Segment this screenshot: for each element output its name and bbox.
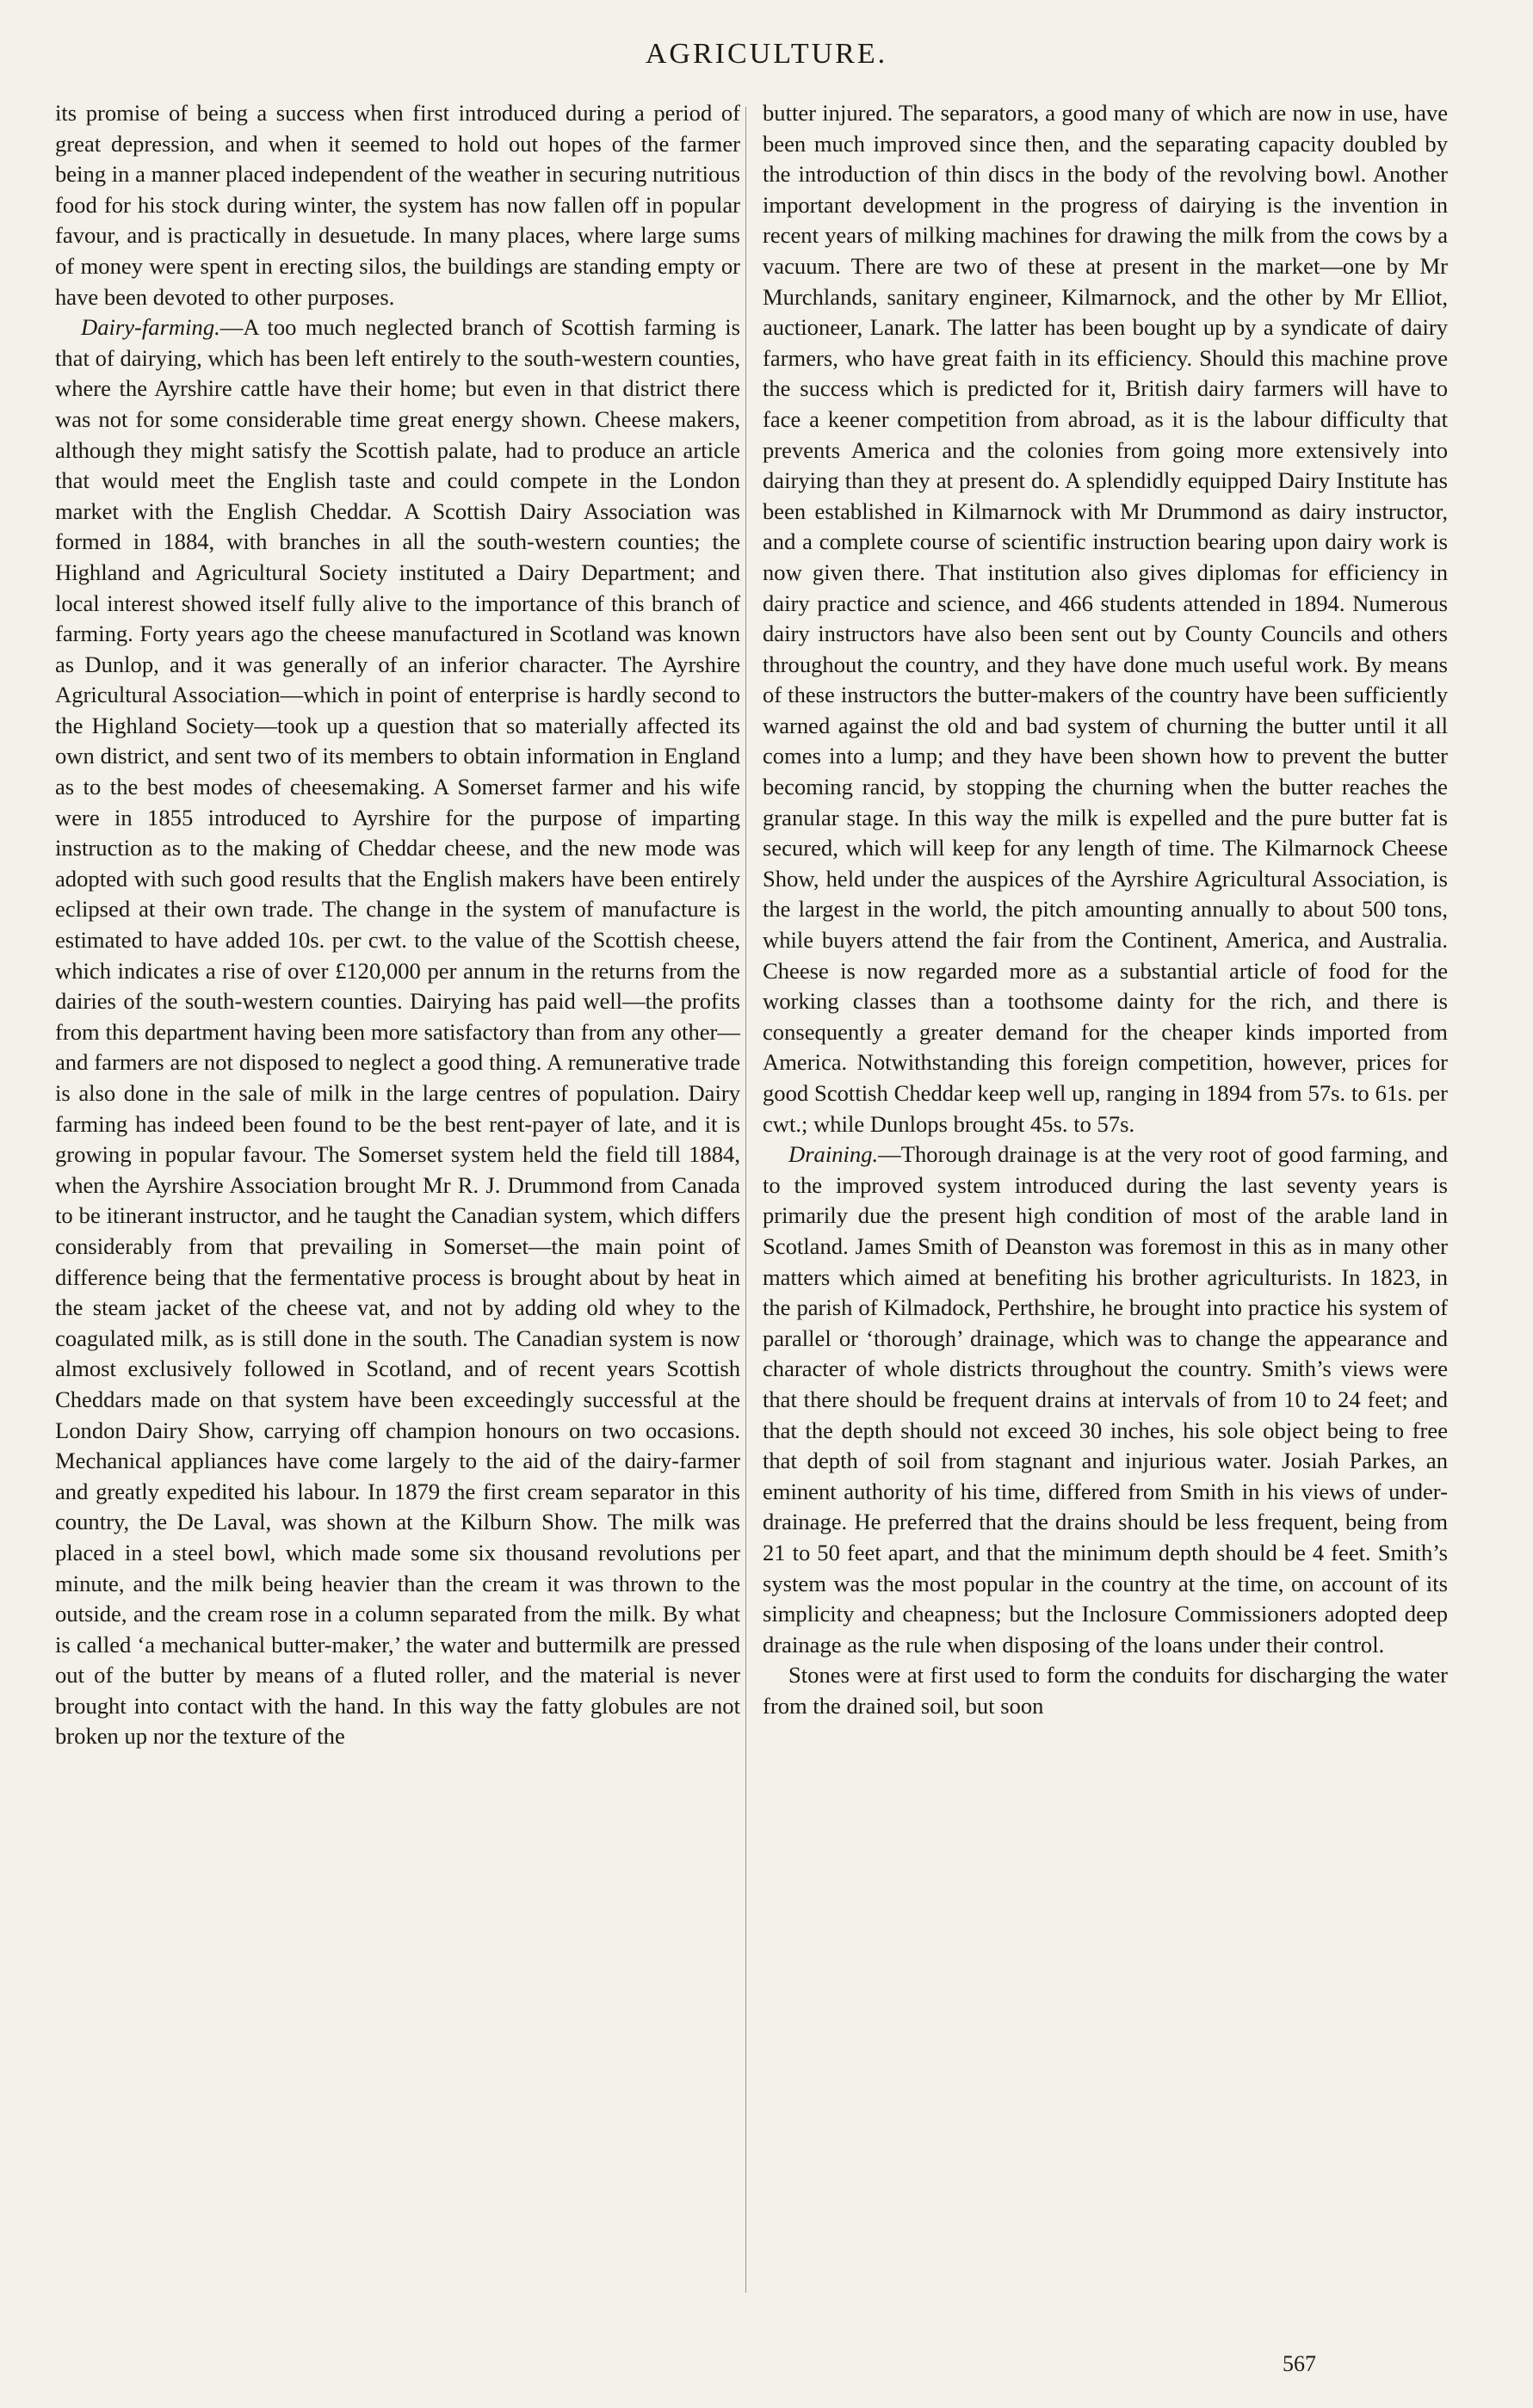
paragraph-dairy-continued: butter injured. The separators, a good many of which are now in use, have been much improved since then, and the separating capacity doubled by the introduction of thin discs in the body of the revolving bowl. Another important development in the progress of dairying is the invention in recent years of milking machines for drawing the milk from the cows by a vacuum. There are two of these at present in the market—one by Mr Murchlands, sanitary engineer, Kilmarnock, and the other by Mr Elliot, auctioneer, Lanark. The latter has been bought up by a syndicate of dairy farmers, who have great faith in its efficiency. Should this machine prove the success which is predicted for it, British dairy farmers will have to face a keener competition from abroad, as it is the labour difficulty that prevents America and the colonies from going more extensively into dairying than they at present do. A splendidly equipped Dairy Institute has been established in Kilmarnock with Mr Drummond as dairy instructor, and a complete course of scientific instruction bearing upon dairy work is now given there. That institution also gives diplomas for efficiency in dairy practice and science, and 466 students attended in 1894. Numerous dairy instructors have also been sent out by County Councils and others throughout the country, and they have done much useful work. By means of these instructors the butter-makers of the country have been sufficiently warned against the old and bad system of churning the butter until it all comes into a lump; and they have been shown how to prevent the butter becoming rancid, by stopping the churning when the butter reaches the granular stage. In this way the milk is expelled and the pure butter fat is secured, which will keep for any length of time. The Kilmarnock Cheese Show, held under the auspices of the Ayrshire Agricultural Association, is the largest in the world, the pitch amounting annually to about 500 tons, while buyers attend the fair from the Continent, America, and Australia. Cheese is now regarded more as a substantial article of food for the working classes than a toothsome dainty for the rich, and there is consequently a greater demand for the cheaper kinds imported from America. Notwithstanding this foreign competition, however, prices for good Scottish Cheddar keep well up, ranging in 1894 from 57s. to 61s. per cwt.; while Dunlops brought 45s. to 57s. (763, 100, 1448, 1137)
left-column (55, 98, 740, 2310)
paragraph-silage-end: its promise of being a success when first introduced during a period of great depression, and when it seemed to hold out hopes of the farmer being in a manner placed independent of the weather in securing nutritious food for his stock during winter, the system has now fallen off in popular favour, and is practically in desuetude. In many places, where large sums of money were spent in erecting silos, the buildings are standing empty or have been devoted to other purposes. (55, 100, 740, 310)
section-heading-draining: Draining. (788, 1141, 879, 1168)
right-column (763, 98, 1448, 2310)
paragraph-stones: Stones were at first used to form the conduits for discharging the water from the drained soil, but soon (763, 1662, 1448, 1719)
column-rule (745, 107, 746, 2293)
paragraph-dairy-farming-text: —A too much neglected branch of Scottish farming is that of dairying, which has been left entirely to the south-western counties, where the Ayrshire cattle have their home; but even in that district there was not for some considerable time great energy shown. Cheese makers, although they might satisfy the Scottish palate, had to produce an article that would meet the English taste and could compete in the London market with the English Cheddar. A Scottish Dairy Association was formed in 1884, with branches in all the south-western counties; the Highland and Agricultural Society instituted a Dairy Department; and local interest showed itself fully alive to the importance of this branch of farming. Forty years ago the cheese manufactured in Scotland was known as Dunlop, and it was generally of an inferior character. The Ayrshire Agricultural Association—which in point of enterprise is hardly second to the Highland Society—took up a question that so materially affected its own district, and sent two of its members to obtain information in England as to the best modes of cheesemaking. A Somerset farmer and his wife were in 1855 introduced to Ayrshire for the purpose of imparting instruction as to the making of Cheddar cheese, and the new mode was adopted with such good results that the English makers have been entirely eclipsed at their own trade. The change in the system of manufacture is estimated to have added 10s. per cwt. to the value of the Scottish cheese, which indicates a rise of over £120,000 per annum in the returns from the dairies of the south-western counties. Dairying has paid well—the profits from this department having been more satisfactory than from any other—and farmers are not disposed to neglect a good thing. A remunerative trade is also done in the sale of milk in the large centres of population. Dairy farming has indeed been found to be the best rent-payer of late, and it is growing in popular favour. The Somerset system held the field till 1884, when the Ayrshire Association brought Mr R. J. Drummond from Canada to be itinerant instructor, and he taught the Canadian system, which differs considerably from that prevailing in Somerset—the main point of difference being that the fermentative process is brought about by heat in the steam jacket of the cheese vat, and not by adding old whey to the coagulated milk, as is still done in the south. The Canadian system is now almost exclusively followed in Scotland, and of recent years Scottish Cheddars made on that system have been exceedingly successful at the London Dairy Show, carrying off champion honours on two occasions. Mechanical appliances have come largely to the aid of the dairy-farmer and greatly expedited his labour. In 1879 the first cream separator in this country, the De Laval, was shown at the Kilburn Show. The milk was placed in a steel bowl, which made some six thousand revolutions per minute, and the milk being heavier than the cream it was thrown to the outside, and the cream rose in a column separated from the milk. By what is called ‘a mechanical butter-maker,’ the water and buttermilk are pressed out of the butter by means of a fluted roller, and the material is never brought into contact with the hand. In this way the fatty globules are not broken up nor the texture of the (55, 314, 740, 1750)
paragraph-draining (763, 1139, 1448, 1660)
section-heading-dairy-farming: Dairy-farming. (81, 314, 220, 341)
running-head: AGRICULTURE. (645, 38, 888, 70)
paragraph-dairy-farming (55, 312, 740, 1752)
paragraph-draining-text: —Thorough drainage is at the very root of good farming, and to the improved system introduced during the last seventy years is primarily due the present high condition of most of the arable land in Scotland. James Smith of Deanston was foremost in this as in many other matters which aimed at benefiting his brother agriculturists. In 1823, in the parish of Kilmadock, Perthshire, he brought into practice his system of parallel or ‘thorough’ drainage, which was to change the appearance and character of whole districts throughout the country. Smith’s views were that there should be frequent drains at intervals of from 10 to 24 feet; and that the depth should not exceed 30 inches, his sole object being to free that depth of soil from stagnant and injurious water. Josiah Parkes, an eminent authority of his time, differed from Smith in his views of under-drainage. He preferred that the drains should be less frequent, being from 21 to 50 feet apart, and that the minimum depth should be 4 feet. Smith’s system was the most popular in the country at the time, on account of its simplicity and cheapness; but the Inclosure Commissioners adopted deep drainage as the rule when disposing of the loans under their control. (763, 1141, 1448, 1658)
page-number: 567 (1283, 2351, 1316, 2376)
